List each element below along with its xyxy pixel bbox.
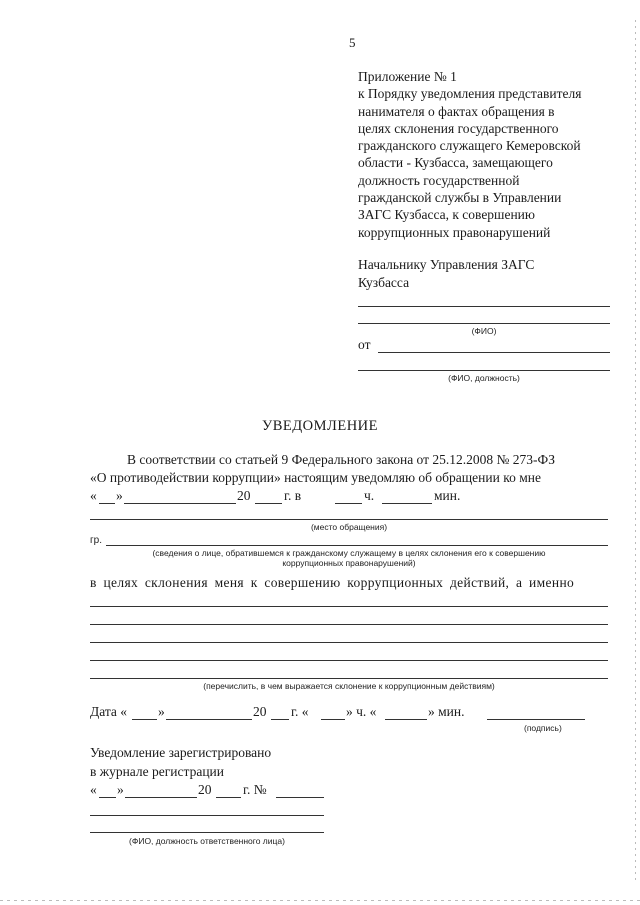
year-fill[interactable] — [255, 503, 282, 504]
sig-date-close: » — [158, 704, 165, 719]
from-fill-line[interactable] — [378, 352, 610, 353]
fio-position-caption: (ФИО, должность) — [448, 373, 520, 383]
reg-year-prefix: 20 — [198, 782, 212, 797]
place-caption: (место обращения) — [310, 522, 388, 532]
registration-line-1: Уведомление зарегистрировано — [90, 745, 272, 760]
appendix-line: должность государственной — [358, 172, 520, 188]
appendix-line: нанимателя о фактах обращения в — [358, 103, 555, 119]
scan-edge-right — [635, 20, 636, 880]
from-label: от — [358, 337, 371, 352]
body-line-1: В соответствии со статьей 9 Федерального закона от 25.12.2008 № 273-ФЗ — [127, 452, 555, 467]
day-fill[interactable] — [99, 503, 115, 504]
list-caption: (перечислить, в чем выражается склонение к коррупционным действиям) — [203, 681, 495, 691]
addressee-block — [358, 256, 534, 291]
scan-edge-bottom — [0, 900, 640, 901]
person-caption-1: (сведения о лице, обратившемся к гражданскому служащему в целях склонения его к совершению — [152, 548, 546, 558]
hours-label: ч. — [364, 488, 375, 503]
list-fill-line-5[interactable] — [90, 678, 608, 679]
place-fill-line[interactable] — [90, 519, 608, 520]
sig-year-fill[interactable] — [271, 719, 289, 720]
year-prefix: 20 — [237, 488, 251, 503]
reg-day-fill[interactable] — [99, 797, 116, 798]
body-line-2: «О противодействии коррупции» настоящим уведомляю об обращении ко мне — [90, 470, 541, 485]
signature-caption: (подпись) — [524, 723, 562, 733]
date-open: « — [90, 488, 97, 503]
addressee-line-2: Кузбасса — [358, 274, 410, 290]
appendix-line: целях склонения государственного — [358, 120, 559, 136]
appendix-line: к Порядку уведомления представителя — [358, 86, 582, 102]
date-label: Дата « — [90, 704, 128, 719]
minutes-label: мин. — [434, 488, 461, 503]
reg-fio-fill-1[interactable] — [90, 815, 324, 816]
document-title: УВЕДОМЛЕНИЕ — [261, 418, 379, 434]
appendix-line: ЗАГС Кузбасса, к совершению — [358, 207, 535, 223]
reg-date-close: » — [117, 782, 124, 797]
registration-line-2: в журнале регистрации — [90, 764, 224, 779]
appendix-line: гражданской службы в Управлении — [358, 190, 562, 206]
addressee-fill-line-1[interactable] — [358, 306, 610, 307]
date-close: » — [116, 488, 123, 503]
year-suffix: г. в — [284, 488, 302, 503]
appendix-line: Приложение № 1 — [358, 69, 457, 84]
citizen-prefix: гр. — [90, 535, 102, 546]
sig-hours-label: » ч. « — [346, 704, 377, 719]
list-fill-line-1[interactable] — [90, 606, 608, 607]
month-fill[interactable] — [124, 503, 236, 504]
list-fill-line-3[interactable] — [90, 642, 608, 643]
purpose-line: в целях склонения меня к совершению коррупционных действий, а именно — [90, 575, 575, 590]
sig-year-suffix: г. « — [291, 704, 309, 719]
reg-year-fill[interactable] — [216, 797, 241, 798]
sig-minutes-label: » мин. — [428, 704, 465, 719]
citizen-fill-line[interactable] — [106, 545, 608, 546]
reg-month-fill[interactable] — [125, 797, 197, 798]
reg-fio-fill-2[interactable] — [90, 832, 324, 833]
reg-fio-caption: (ФИО, должность ответственного лица) — [129, 836, 285, 846]
fio-caption: (ФИО) — [471, 326, 497, 336]
appendix-line: гражданского служащего Кемеровской — [358, 138, 581, 154]
addressee-line-1: Начальнику Управления ЗАГС — [358, 257, 535, 272]
page-number: 5 — [349, 35, 356, 50]
hours-fill[interactable] — [335, 503, 362, 504]
appendix-line: области - Кузбасса, замещающего — [358, 155, 553, 171]
reg-number-fill[interactable] — [276, 797, 324, 798]
sig-year-prefix: 20 — [253, 704, 267, 719]
from-fill-line-2[interactable] — [358, 370, 610, 371]
reg-year-suffix: г. № — [243, 782, 267, 797]
sig-day-fill[interactable] — [132, 719, 157, 720]
list-fill-line-4[interactable] — [90, 660, 608, 661]
list-fill-line-2[interactable] — [90, 624, 608, 625]
minutes-fill[interactable] — [382, 503, 432, 504]
person-caption-2: коррупционных правонарушений) — [282, 558, 416, 568]
signature-fill[interactable] — [487, 719, 585, 720]
reg-date-open: « — [90, 782, 97, 797]
appendix-block — [358, 68, 623, 241]
addressee-fill-line-2[interactable] — [358, 323, 610, 324]
appendix-line: коррупционных правонарушений — [358, 224, 551, 240]
sig-month-fill[interactable] — [166, 719, 252, 720]
sig-minutes-fill[interactable] — [385, 719, 427, 720]
sig-hours-fill[interactable] — [321, 719, 345, 720]
